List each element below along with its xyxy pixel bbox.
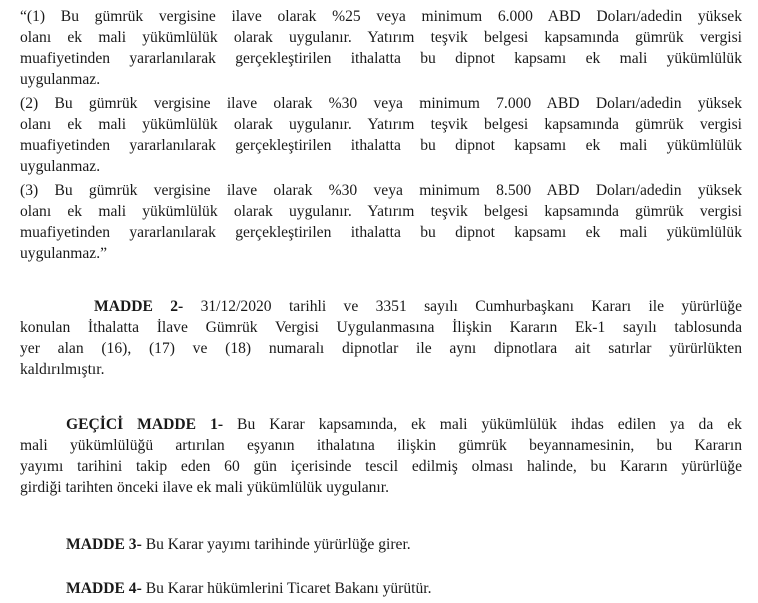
footnote-line: muafiyetinden yararlanılarak gerçekleştirilen ithalatta bu dipnot kapsamı ek mali yükümlülük xyxy=(20,50,742,67)
footnote-1 xyxy=(20,6,742,90)
article-2-text: 31/12/2020 tarihli ve 3351 sayılı Cumhurbaşkanı Kararı ile yürürlüğe xyxy=(183,298,742,315)
footnote-line: olanı ek mali yükümlülük olarak uygulanır. Yatırım teşvik belgesi kapsamında gümrük vergisi xyxy=(20,116,742,133)
temporary-article-1-first-line xyxy=(20,414,742,435)
footnote-3 xyxy=(20,180,742,264)
article-line: girdiği tarihten önceki ilave ek mali yükümlülük uygulanır. xyxy=(20,479,389,496)
article-line: yayımı tarihini takip eden 60 gün içerisinde tescil edilmiş olması halinde, bu Kararın yürürlüğe xyxy=(20,458,742,475)
article-line: kaldırılmıştır. xyxy=(20,361,105,378)
article-2-heading: MADDE 2- xyxy=(94,298,184,315)
footnote-line: (3) Bu gümrük vergisine ilave olarak %30 veya minimum 8.500 ABD Doları/adedin yüksek xyxy=(20,182,742,199)
article-4 xyxy=(66,578,742,599)
article-3-heading: MADDE 3- xyxy=(66,536,142,553)
footnote-line: olanı ek mali yükümlülük olarak uygulanır. Yatırım teşvik belgesi kapsamında gümrük vergisi xyxy=(20,203,742,220)
footnote-line: (2) Bu gümrük vergisine ilave olarak %30 veya minimum 7.000 ABD Doları/adedin yüksek xyxy=(20,95,742,112)
footnote-2 xyxy=(20,93,742,177)
footnote-line: olanı ek mali yükümlülük olarak uygulanır. Yatırım teşvik belgesi kapsamında gümrük vergisi xyxy=(20,29,742,46)
temporary-article-1 xyxy=(20,414,742,498)
article-line: mali yükümlülüğü artırılan eşyanın ithalatına ilişkin gümrük beyannamesinin, bu Kararın xyxy=(20,437,742,454)
footnote-line: uygulanmaz. xyxy=(20,158,101,175)
footnote-line: uygulanmaz.” xyxy=(20,245,108,262)
article-4-text: Bu Karar hükümlerini Ticaret Bakanı yürütür. xyxy=(141,580,432,597)
footnote-line: uygulanmaz. xyxy=(20,71,101,88)
footnote-line: muafiyetinden yararlanılarak gerçekleştirilen ithalatta bu dipnot kapsamı ek mali yükümlülük xyxy=(20,137,742,154)
article-2 xyxy=(20,296,742,380)
footnote-line: “(1) Bu gümrük vergisine ilave olarak %25 veya minimum 6.000 ABD Doları/adedin yüksek xyxy=(20,8,742,25)
article-line: konulan İthalatta İlave Gümrük Vergisi Uygulanmasına İlişkin Kararın Ek-1 sayılı tablosunda xyxy=(20,319,742,336)
temporary-article-1-text: Bu Karar kapsamında, ek mali yükümlülük ihdas edilen ya da ek xyxy=(223,416,742,433)
article-3-text: Bu Karar yayımı tarihinde yürürlüğe girer. xyxy=(141,536,411,553)
article-4-heading: MADDE 4- xyxy=(66,580,142,597)
footnote-line: muafiyetinden yararlanılarak gerçekleştirilen ithalatta bu dipnot kapsamı ek mali yükümlülük xyxy=(20,224,742,241)
article-line: yer alan (16), (17) ve (18) numaralı dipnotlar ile aynı dipnotlara ait satırlar yürürlükten xyxy=(20,340,742,357)
article-2-first-line xyxy=(20,296,742,317)
temporary-article-1-heading: GEÇİCİ MADDE 1- xyxy=(66,416,224,433)
article-3 xyxy=(66,534,742,555)
